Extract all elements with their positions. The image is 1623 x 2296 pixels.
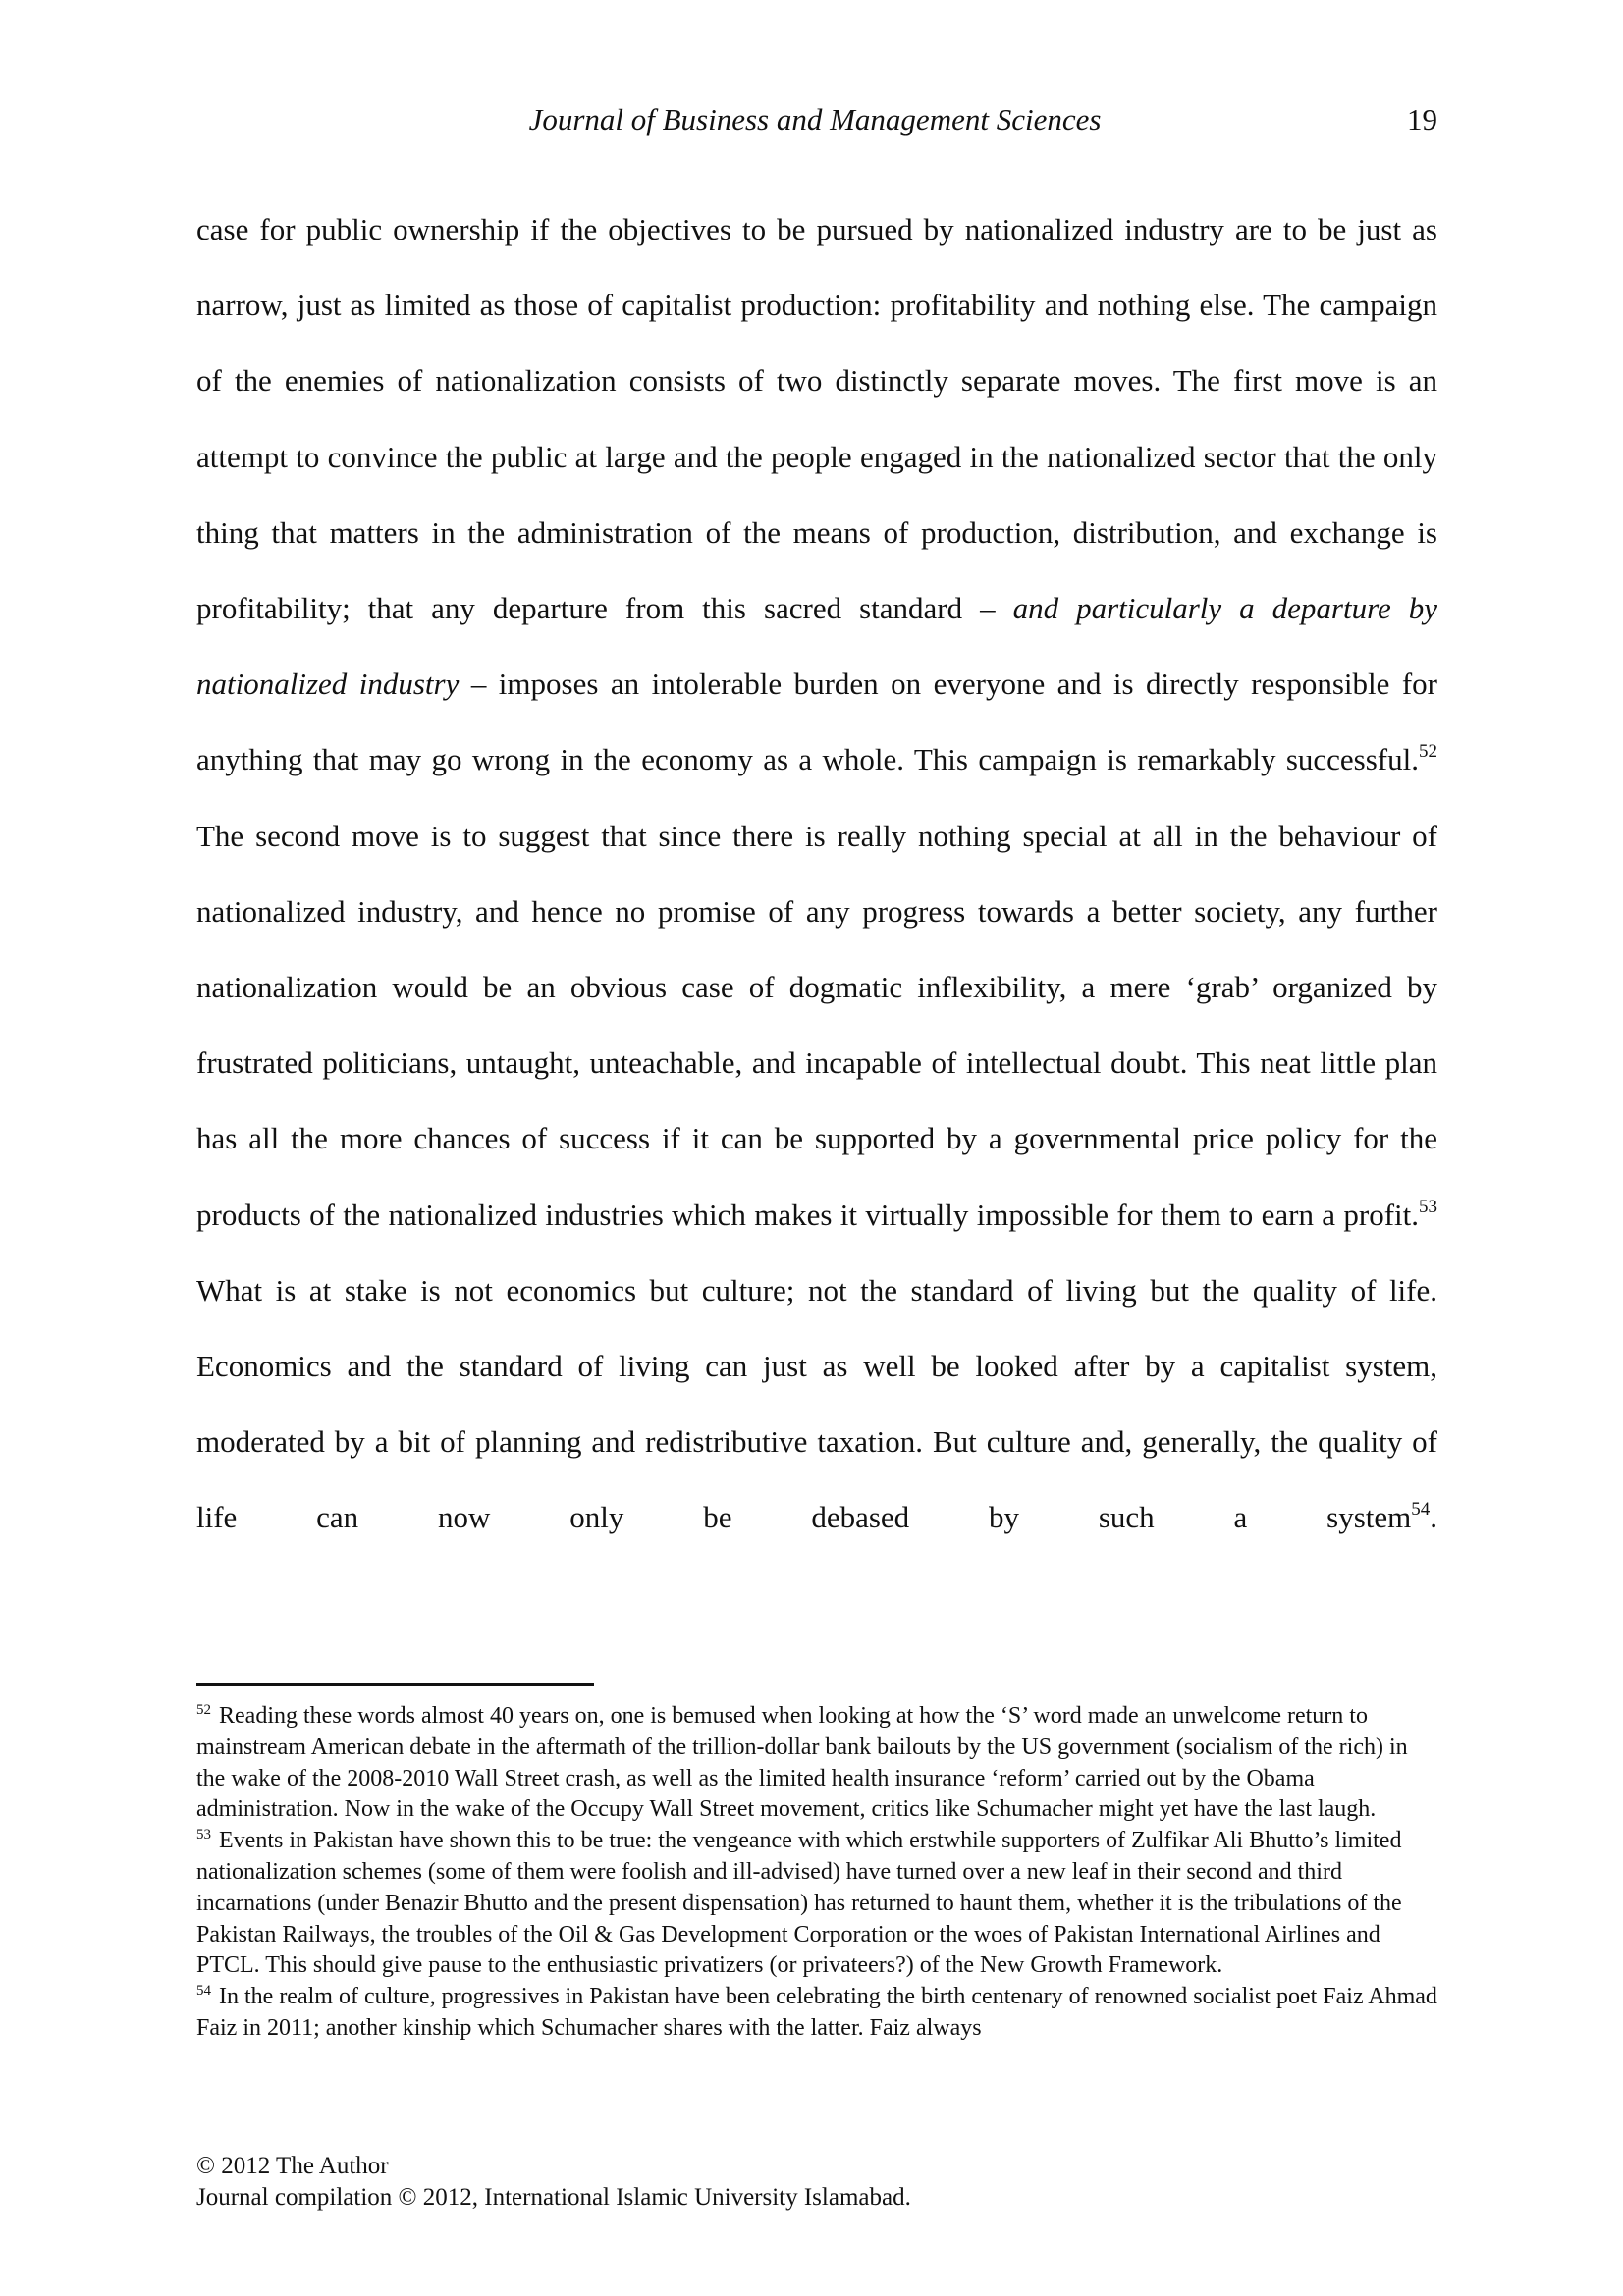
page-number: 19 (1407, 102, 1437, 136)
body-text-segment: What is at stake is not economics but culture; not the standard of living but the quality of life. Economics and the standard of living can just as well be looked after by a capitalist system, moderated by a bit of planning and redistributive taxation. But culture and, generally, the quality of life can now only be debased by such a system (196, 1272, 1437, 1535)
footnote-text: In the realm of culture, progressives in Pakistan have been celebrating the birth centenary of renowned socialist poet Faiz Ahmad Faiz in 2011; another kinship which Schumacher shares with the latter. Faiz always (196, 1984, 1437, 2041)
running-header (196, 98, 1437, 141)
footnotes (196, 1701, 1437, 2045)
footnote-text: Events in Pakistan have shown this to be true: the vengeance with which erstwhile supporters of Zulfikar Ali Bhutto’s limited nationalization schemes (some of them were foolish and ill-advised) have turned over a new leaf in their second and third incarnations (under Benazir Bhutto and the present dispensation) has returned to haunt them, whether it is the tribulations of the Pakistan Railways, the troubles of the Oil & Gas Development Corporation or the woes of Pakistan International Airlines and PTCL. This should give pause to the enthusiastic privatizers (or privateers?) of the New Growth Framework. (196, 1828, 1402, 1979)
footnote-number: 52 (196, 1702, 211, 1718)
body-text-segment: – imposes an intolerable burden on everyone and is directly responsible for anything that may go wrong in the economy as a whole. This campaign is remarkably successful. (196, 667, 1437, 777)
journal-compilation-line: Journal compilation © 2012, International Islamic University Islamabad. (196, 2184, 911, 2211)
body-text-segment: . (1430, 1500, 1437, 1535)
footnote-text: Reading these words almost 40 years on, one is bemused when looking at how the ‘S’ word made an unwelcome return to mainstream American debate in the aftermath of the trillion-dollar bank bailouts by the US government (socialism of the rich) in the wake of the 2008-2010 Wall Street crash, as well as the limited health insurance ‘reform’ carried out by the Obama administration. Now in the wake of the Occupy Wall Street movement, critics like Schumacher might yet have the last laugh. (196, 1703, 1408, 1823)
copyright-line: © 2012 The Author (196, 2153, 389, 2179)
footnote-number: 53 (196, 1827, 211, 1843)
body-text-segment: case for public ownership if the objectives to be pursued by nationalized industry are to be just as narrow, just as limited as those of capitalist production: profitability and nothing else. The campaign of the enemies of nationalization consists of two distinctly separate moves. The first move is an attempt to convince the public at large and the people engaged in the nationalized sector that the only thing that matters in the administration of the means of production, distribution, and exchange is profitability; that any departure from this sacred standard – (196, 212, 1437, 626)
body-text-italic: and particularly a departure by nationalized industry (196, 591, 1438, 702)
footnote-54 (196, 1982, 1437, 2045)
footnote-separator (196, 1683, 594, 1686)
footnote-reference-52[interactable]: 52 (1419, 741, 1437, 763)
body-text-segment: The second move is to suggest that since there is really nothing special at all in the behaviour of nationalized industry, and hence no promise of any progress towards a better society, any further nationalization would be an obvious case of dogmatic inflexibility, a mere ‘grab’ organized by frustrated politicians, untaught, unteachable, and incapable of intellectual doubt. This neat little plan has all the more chances of success if it can be supported by a governmental price policy for the products of the nationalized industries which makes it virtually impossible for them to earn a profit. (196, 818, 1437, 1232)
body-paragraph (196, 191, 1437, 1556)
footnote-52 (196, 1701, 1437, 1826)
footnote-reference-53[interactable]: 53 (1419, 1196, 1437, 1217)
footnote-number: 54 (196, 1983, 211, 2000)
journal-title: Journal of Business and Management Sciences (528, 102, 1102, 136)
footnote-53 (196, 1826, 1437, 1982)
footnote-reference-54[interactable]: 54 (1411, 1499, 1431, 1521)
page-footer (196, 2151, 1437, 2214)
